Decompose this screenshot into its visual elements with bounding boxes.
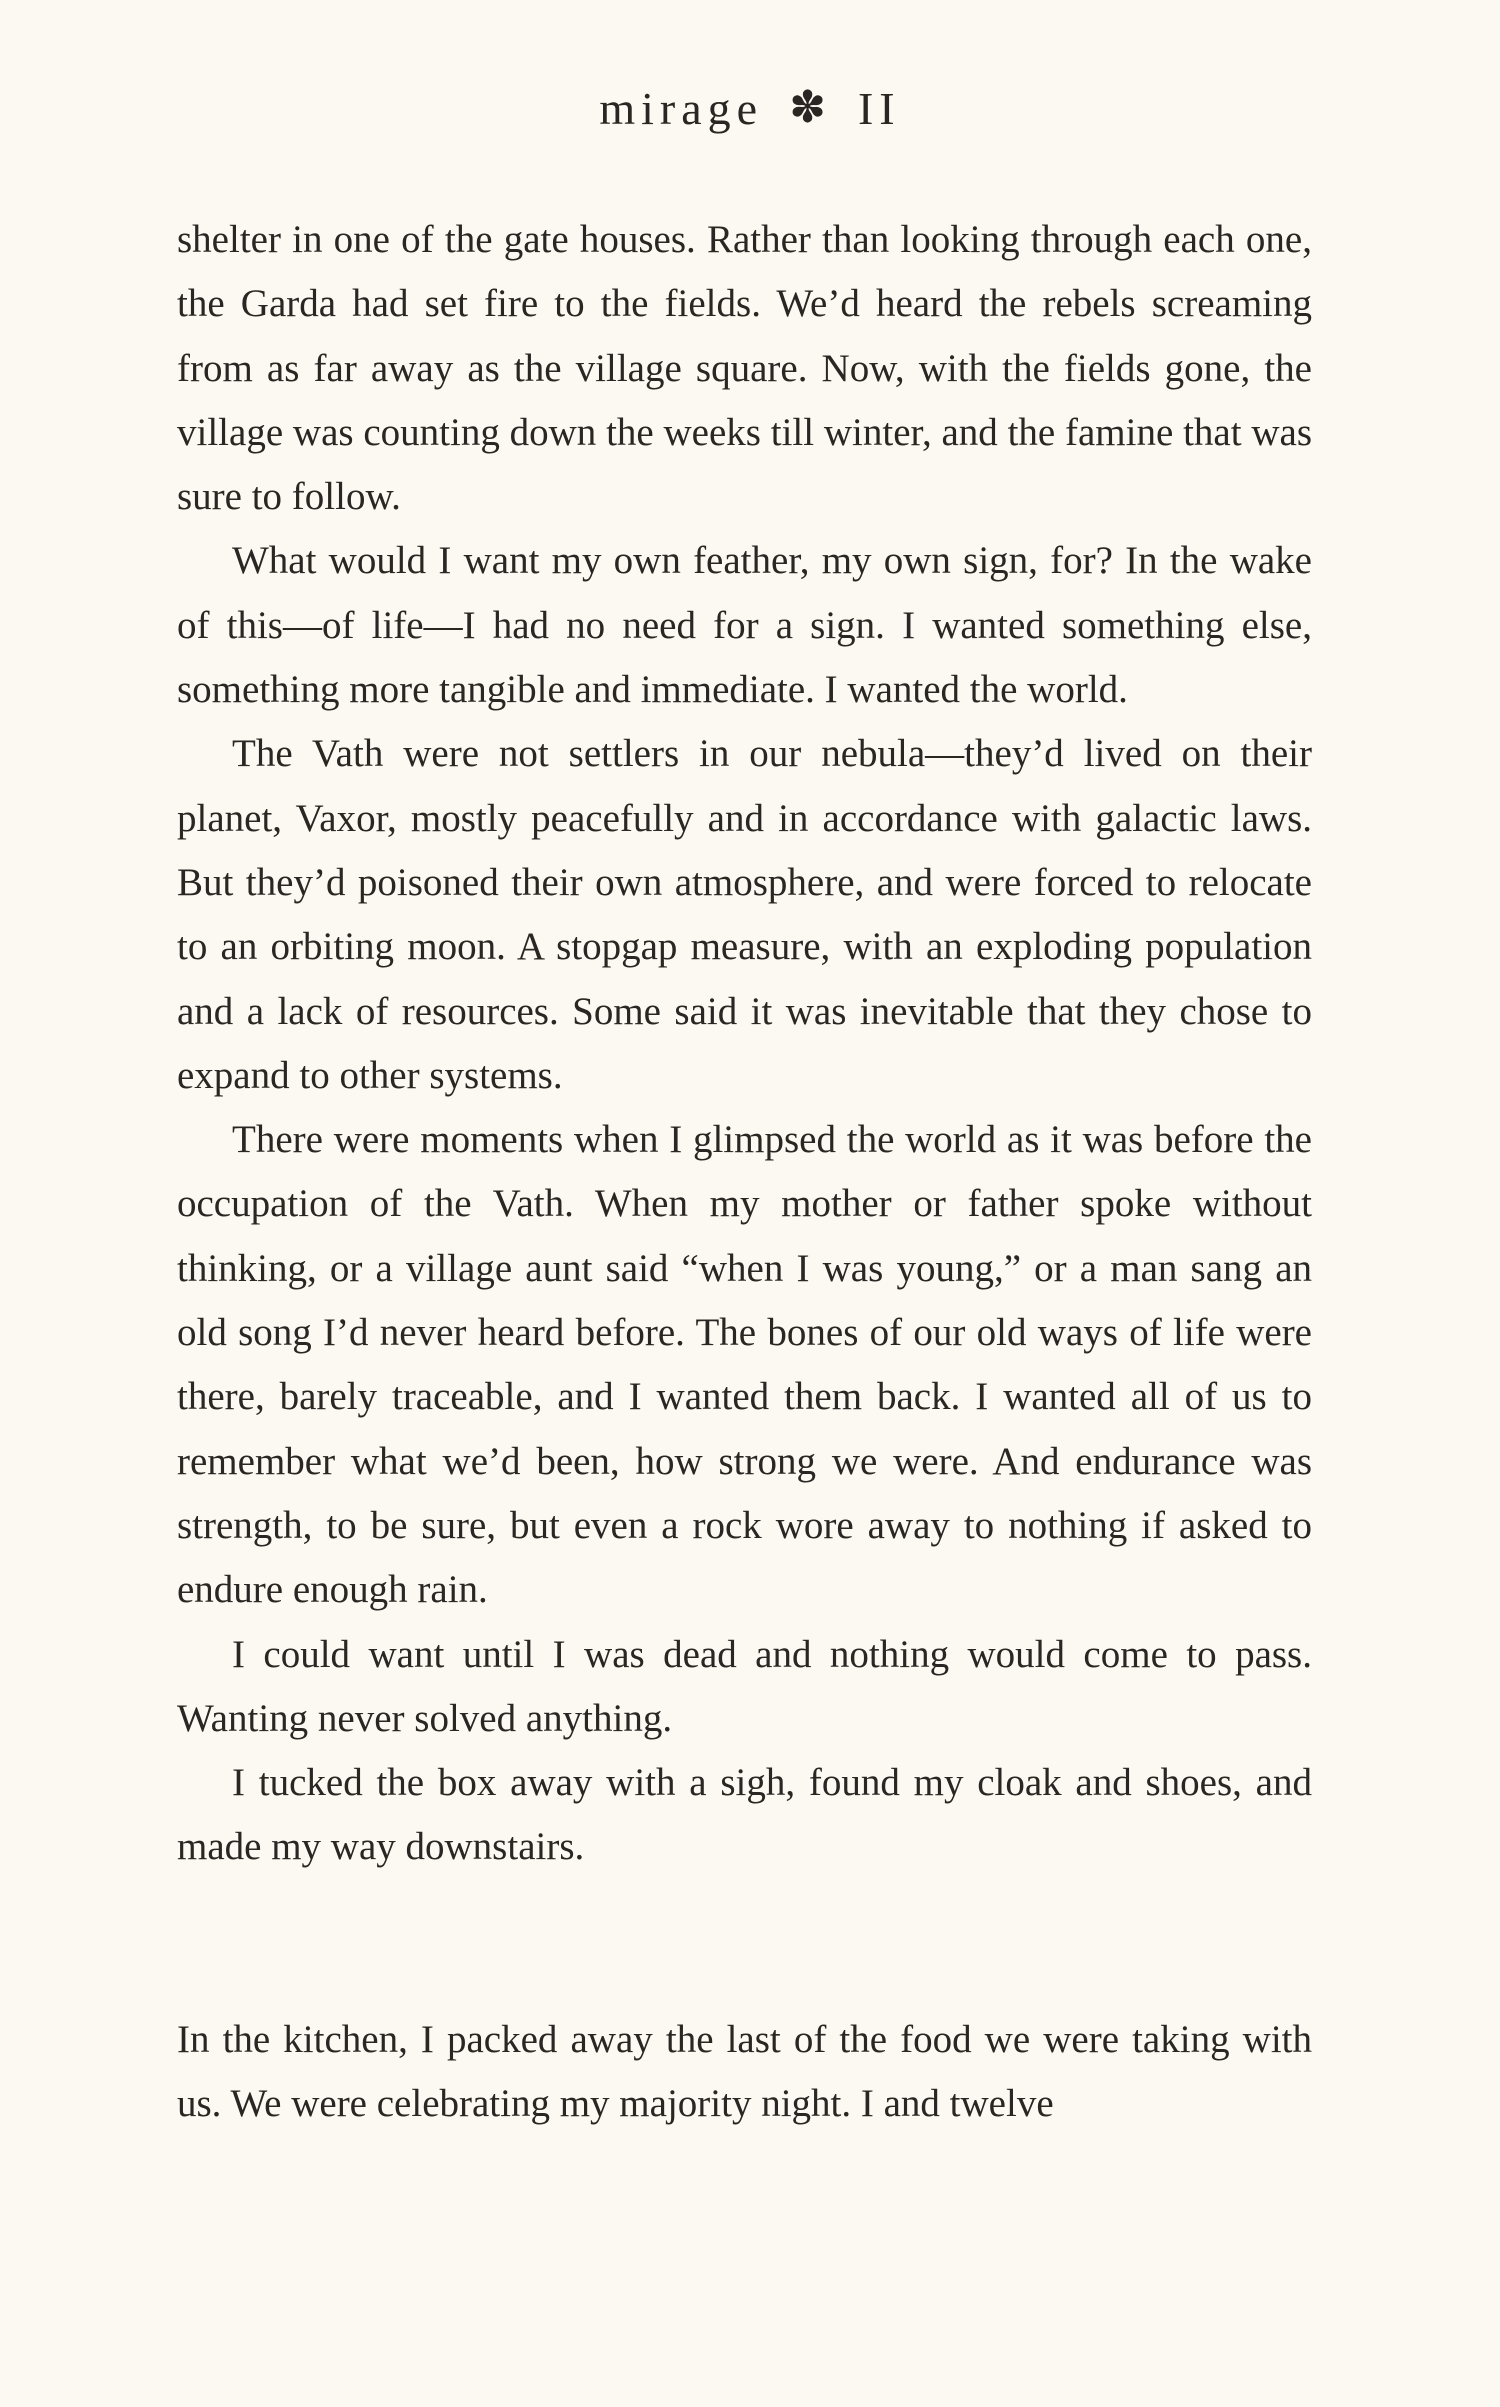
paragraph-continued: shelter in one of the gate houses. Rather than looking through each one, the Garda had set fire to the fields. We’d heard the rebels screaming from as far away as the village square. Now, with the fields gone, the village was counting down the weeks till winter, and the famine that was sure to follow. — [177, 218, 1312, 519]
paragraph: What would I want my own feather, my own sign, for? In the wake of this—of life—I had no need for a sign. I wanted something else, something more tangible and immediate. I wanted the world. — [177, 539, 1312, 712]
paragraph: I tucked the box away with a sigh, found my cloak and shoes, and made my way downstairs. — [177, 1761, 1312, 1869]
paragraph: The Vath were not settlers in our nebula—they’d lived on their planet, Vaxor, mostly peacefully and in accordance with galactic laws. But they’d poisoned their own atmosphere, and were forced to relocate to an orbiting moon. A stopgap measure, with an exploding population and a lack of resources. Some said it was inevitable that they chose to expand to other systems. — [177, 732, 1312, 1097]
book-title: mirage — [599, 83, 764, 134]
paragraph: There were moments when I glimpsed the world as it was before the occupation of the Vath. When my mother or father spoke without thinking, or a village aunt said “when I was young,” or a man sang an old song I’d never heard before. The bones of our old ways of life were there, barely traceable, and I wanted them back. I wanted all of us to remember what we’d been, how strong we were. And endurance was strength, to be sure, but even a rock wore away to nothing if asked to endure enough rain. — [177, 1118, 1312, 1612]
asterisk-ornament-icon: ✽ — [789, 83, 832, 132]
section-start-paragraph: In the kitchen, I packed away the last of the food we were taking with us. We were celebrating my majority night. I and twelve — [177, 2017, 1312, 2126]
body-text — [177, 208, 1312, 2136]
page-number: II — [857, 83, 901, 134]
paragraph: I could want until I was dead and nothing would come to pass. Wanting never solved anything. — [177, 1632, 1312, 1740]
running-head — [0, 78, 1500, 139]
